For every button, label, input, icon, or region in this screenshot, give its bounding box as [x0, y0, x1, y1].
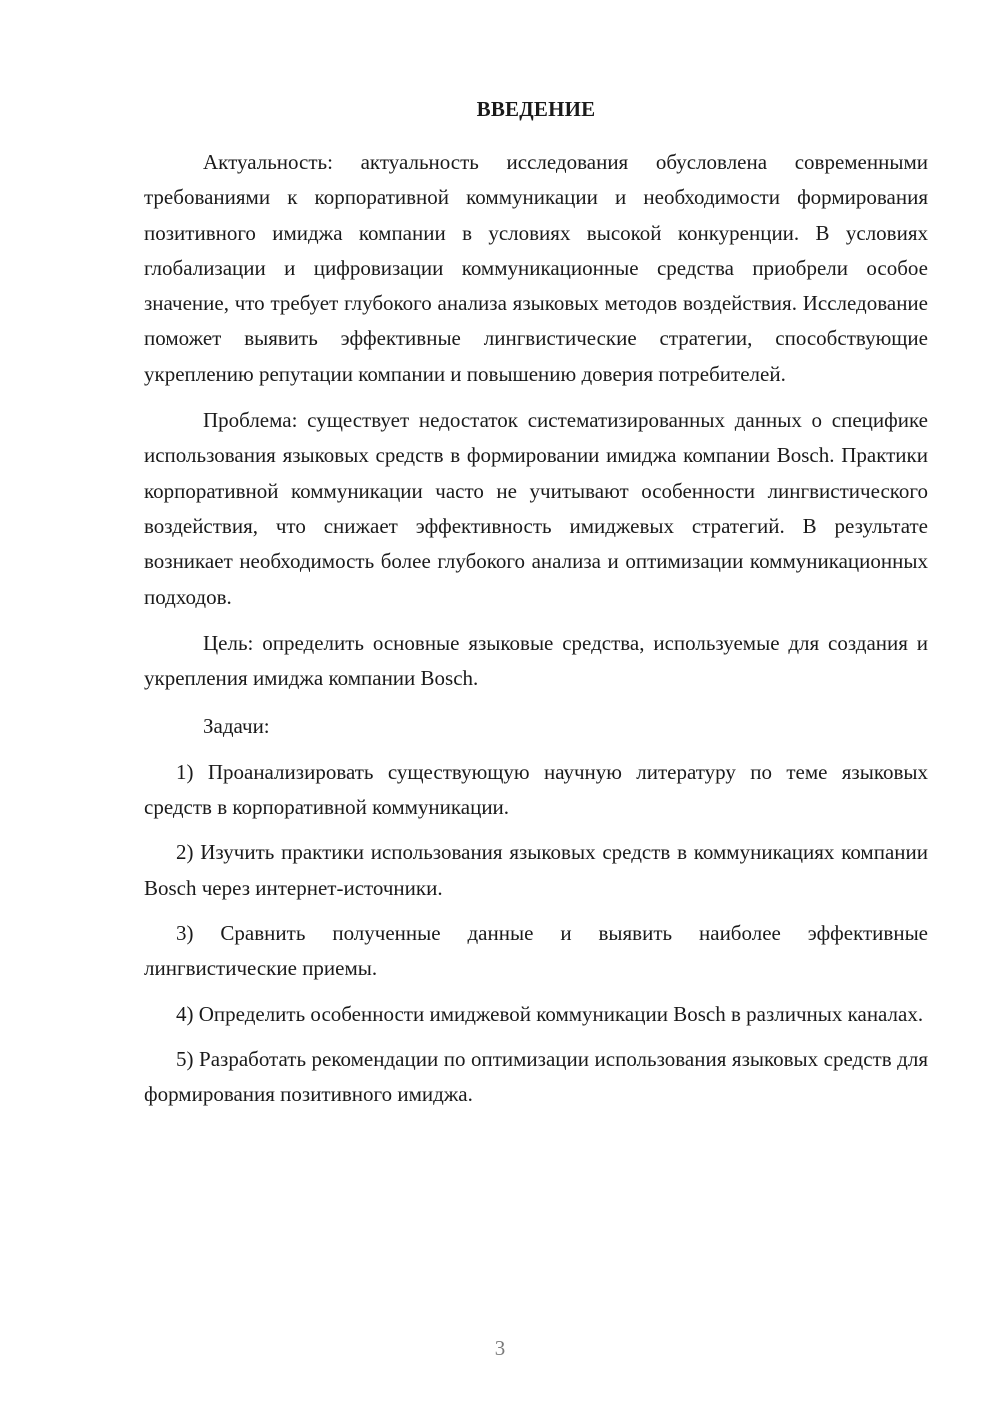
task-item: 2) Изучить практики использования языковых средств в коммуникациях компании Bosch через интернет-источники.	[144, 840, 928, 900]
tasks-list	[144, 755, 928, 1113]
page-number: 3	[494, 1336, 506, 1360]
task-item: 4) Определить особенности имиджевой коммуникации Bosch в различных каналах.	[176, 1001, 924, 1026]
goal-paragraph: Цель: определить основные языковые средства, используемые для создания и укрепления имиджа компании Bosch.	[144, 630, 928, 691]
task-item: 5) Разработать рекомендации по оптимизации использования языковых средств для формирования позитивного имиджа.	[144, 1046, 928, 1107]
task-item: 1) Проанализировать существующую научную литературу по теме языковых средств в корпоративной коммуникации.	[144, 759, 928, 820]
relevance-paragraph: Актуальность: актуальность исследования обусловлена современными требованиями к корпоративной коммуникации и необходимости формирования позитивного имиджа компании в условиях высокой конкуренции. В условиях глобализации и цифровизации коммуникационные средства приобрели особое значение, что требует глубокого анализа языковых методов воздействия. Исследование поможет выявить эффективные лингвистические стратегии, способствующие укреплению репутации компании и повышению доверия потребителей.	[144, 150, 928, 386]
page-content	[144, 92, 928, 1112]
task-item: 3) Сравнить полученные данные и выявить наиболее эффективные лингвистические приемы.	[144, 920, 928, 981]
page-title: ВВЕДЕНИЕ	[476, 97, 596, 121]
problem-paragraph: Проблема: существует недостаток систематизированных данных о специфике использования языковых средств в формировании имиджа компании Bosch. Практики корпоративной коммуникации часто не учитывают особенности лингвистического воздействия, что снижает эффективность имиджевых стратегий. В результате возникает необходимость более глубокого анализа и оптимизации коммуникационных подходов.	[144, 408, 928, 609]
tasks-heading: Задачи:	[203, 714, 270, 739]
